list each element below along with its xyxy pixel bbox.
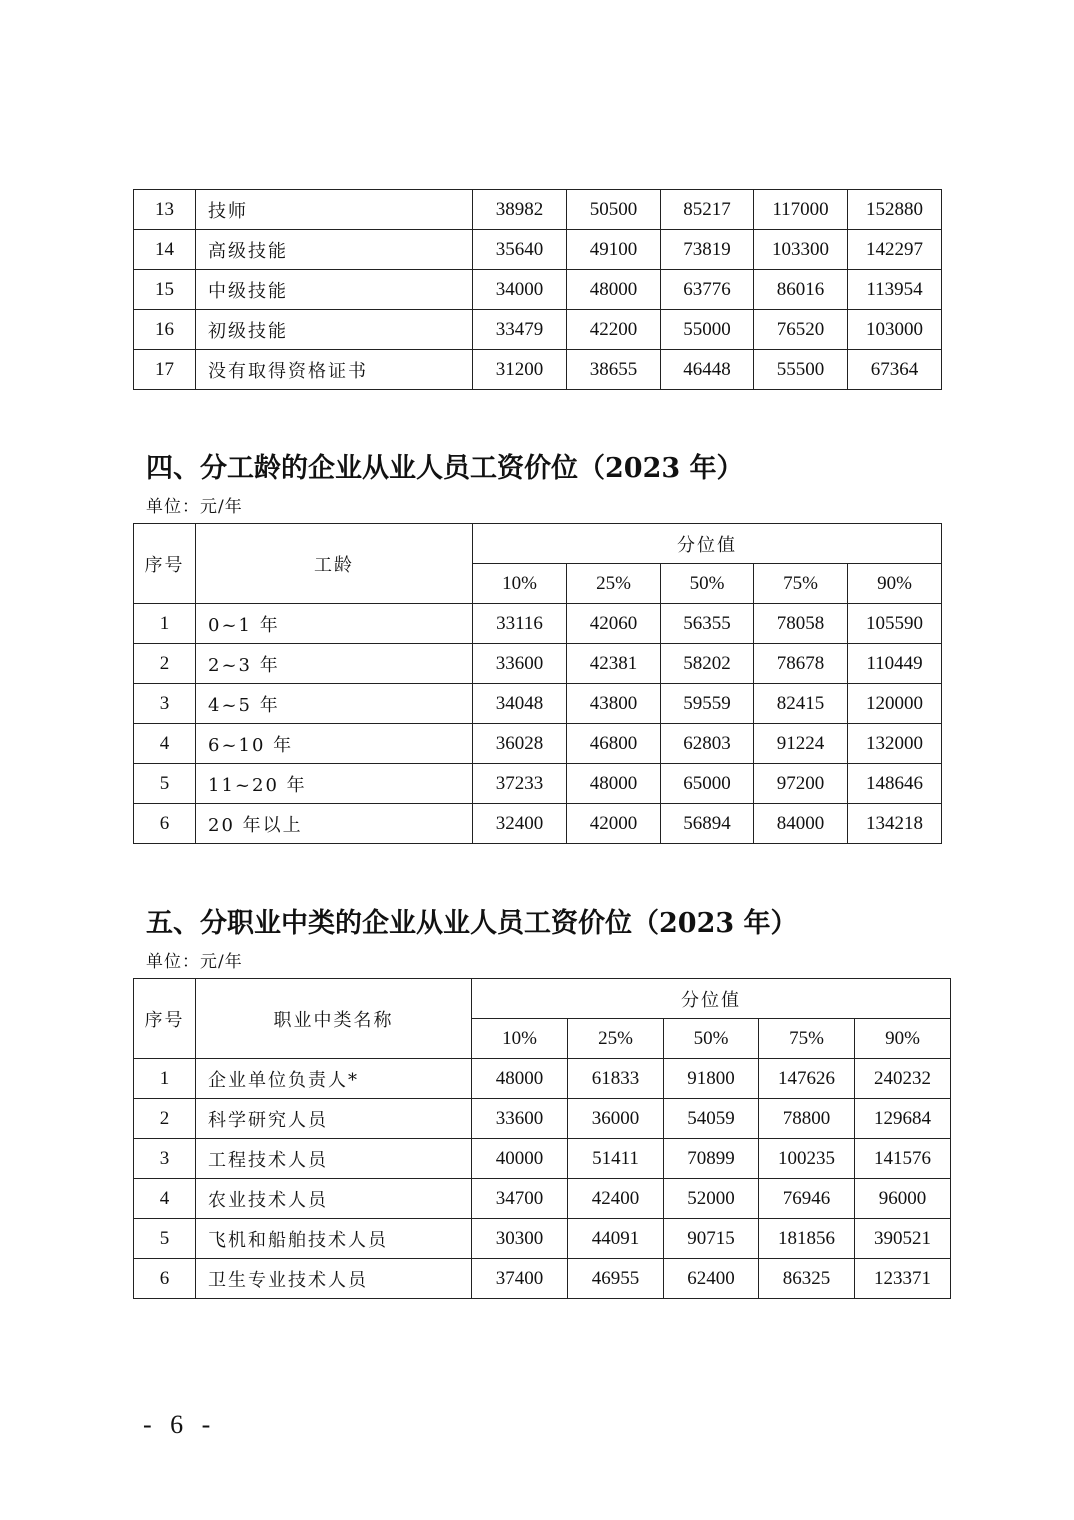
header-group: 分位值 — [472, 979, 951, 1019]
cell-p75: 147626 — [759, 1059, 855, 1099]
cell-p25: 48000 — [567, 270, 661, 310]
cell-p50: 56355 — [661, 604, 754, 644]
cell-p50: 62803 — [661, 724, 754, 764]
cell-name: 科学研究人员 — [196, 1099, 472, 1139]
cell-no: 17 — [134, 350, 196, 390]
table-row — [134, 1219, 951, 1259]
cell-no: 6 — [134, 804, 196, 844]
cell-p25: 44091 — [568, 1219, 664, 1259]
cell-no: 13 — [134, 190, 196, 230]
table-header — [134, 524, 942, 604]
cell-p50: 91800 — [664, 1059, 759, 1099]
table-row — [134, 644, 942, 684]
table-row — [134, 764, 942, 804]
cell-p25: 42200 — [567, 310, 661, 350]
cell-p10: 36028 — [473, 724, 567, 764]
cell-p75: 82415 — [754, 684, 848, 724]
cell-p75: 181856 — [759, 1219, 855, 1259]
cell-p10: 33479 — [473, 310, 567, 350]
wage-table-continued — [133, 189, 942, 390]
cell-name: 工程技术人员 — [196, 1139, 472, 1179]
table-row — [134, 1099, 951, 1139]
cell-p10: 30300 — [472, 1219, 568, 1259]
header-p90: 90% — [848, 564, 942, 604]
cell-p25: 42381 — [567, 644, 661, 684]
cell-name: 没有取得资格证书 — [196, 350, 473, 390]
table-row — [134, 190, 942, 230]
wage-table-by-seniority — [133, 523, 942, 844]
cell-p10: 37233 — [473, 764, 567, 804]
header-no: 序号 — [134, 979, 196, 1059]
table-body — [134, 604, 942, 844]
header-no: 序号 — [134, 524, 196, 604]
wage-table-by-occupation — [133, 978, 951, 1299]
header-p50: 50% — [661, 564, 754, 604]
header-group: 分位值 — [473, 524, 942, 564]
cell-name: 2~3 年 — [196, 644, 473, 684]
cell-p50: 73819 — [661, 230, 754, 270]
cell-p50: 63776 — [661, 270, 754, 310]
cell-p90: 129684 — [855, 1099, 951, 1139]
cell-p10: 48000 — [472, 1059, 568, 1099]
cell-no: 3 — [134, 1139, 196, 1179]
cell-p90: 390521 — [855, 1219, 951, 1259]
cell-name: 中级技能 — [196, 270, 473, 310]
cell-no: 2 — [134, 1099, 196, 1139]
table-header — [134, 979, 951, 1059]
cell-name: 20 年以上 — [196, 804, 473, 844]
table-row — [134, 684, 942, 724]
cell-p10: 34700 — [472, 1179, 568, 1219]
cell-p10: 40000 — [472, 1139, 568, 1179]
cell-no: 1 — [134, 604, 196, 644]
cell-p75: 78678 — [754, 644, 848, 684]
cell-p50: 62400 — [664, 1259, 759, 1299]
section-5-unit: 单位：元/年 — [146, 952, 243, 972]
header-name: 职业中类名称 — [196, 979, 472, 1059]
cell-p50: 85217 — [661, 190, 754, 230]
cell-p75: 97200 — [754, 764, 848, 804]
cell-p10: 32400 — [473, 804, 567, 844]
cell-p50: 54059 — [664, 1099, 759, 1139]
section-4-unit: 单位：元/年 — [146, 497, 243, 517]
cell-name: 初级技能 — [196, 310, 473, 350]
cell-name: 6~10 年 — [196, 724, 473, 764]
table-row — [134, 270, 942, 310]
header-p10: 10% — [472, 1019, 568, 1059]
cell-p50: 58202 — [661, 644, 754, 684]
cell-p75: 84000 — [754, 804, 848, 844]
cell-p10: 38982 — [473, 190, 567, 230]
table-row — [134, 230, 942, 270]
cell-p75: 86325 — [759, 1259, 855, 1299]
cell-p50: 52000 — [664, 1179, 759, 1219]
table-row — [134, 1259, 951, 1299]
cell-p10: 33116 — [473, 604, 567, 644]
cell-p50: 46448 — [661, 350, 754, 390]
header-name: 工龄 — [196, 524, 473, 604]
table-row — [134, 1179, 951, 1219]
cell-p10: 34000 — [473, 270, 567, 310]
cell-no: 5 — [134, 764, 196, 804]
header-p50: 50% — [664, 1019, 759, 1059]
cell-p90: 113954 — [848, 270, 942, 310]
table-row — [134, 350, 942, 390]
cell-p90: 120000 — [848, 684, 942, 724]
cell-no: 16 — [134, 310, 196, 350]
table-row — [134, 804, 942, 844]
cell-no: 4 — [134, 724, 196, 764]
cell-p90: 141576 — [855, 1139, 951, 1179]
cell-p10: 33600 — [473, 644, 567, 684]
cell-p75: 76946 — [759, 1179, 855, 1219]
cell-p75: 78800 — [759, 1099, 855, 1139]
table-row — [134, 310, 942, 350]
header-p75: 75% — [759, 1019, 855, 1059]
cell-p90: 110449 — [848, 644, 942, 684]
section-5-title: 五、分职业中类的企业从业人员工资价位（2023 年） — [146, 908, 798, 939]
cell-p90: 67364 — [848, 350, 942, 390]
cell-name: 卫生专业技术人员 — [196, 1259, 472, 1299]
cell-name: 企业单位负责人* — [196, 1059, 472, 1099]
cell-p50: 90715 — [664, 1219, 759, 1259]
table-body — [134, 1059, 951, 1299]
page-number: - 6 - — [143, 1410, 217, 1439]
cell-p90: 132000 — [848, 724, 942, 764]
cell-no: 3 — [134, 684, 196, 724]
cell-p25: 38655 — [567, 350, 661, 390]
cell-name: 飞机和船舶技术人员 — [196, 1219, 472, 1259]
cell-name: 技师 — [196, 190, 473, 230]
table-body — [134, 190, 942, 390]
cell-p90: 123371 — [855, 1259, 951, 1299]
cell-p50: 59559 — [661, 684, 754, 724]
cell-p10: 34048 — [473, 684, 567, 724]
table-row — [134, 604, 942, 644]
cell-p75: 78058 — [754, 604, 848, 644]
cell-p10: 37400 — [472, 1259, 568, 1299]
cell-no: 5 — [134, 1219, 196, 1259]
cell-p90: 105590 — [848, 604, 942, 644]
cell-p25: 42400 — [568, 1179, 664, 1219]
cell-name: 0~1 年 — [196, 604, 473, 644]
cell-p75: 76520 — [754, 310, 848, 350]
cell-p90: 152880 — [848, 190, 942, 230]
cell-p25: 49100 — [567, 230, 661, 270]
header-p90: 90% — [855, 1019, 951, 1059]
cell-no: 1 — [134, 1059, 196, 1099]
header-p10: 10% — [473, 564, 567, 604]
cell-no: 2 — [134, 644, 196, 684]
cell-p25: 50500 — [567, 190, 661, 230]
cell-p75: 55500 — [754, 350, 848, 390]
cell-p10: 33600 — [472, 1099, 568, 1139]
cell-no: 4 — [134, 1179, 196, 1219]
cell-p90: 134218 — [848, 804, 942, 844]
cell-p50: 70899 — [664, 1139, 759, 1179]
header-p75: 75% — [754, 564, 848, 604]
cell-name: 4~5 年 — [196, 684, 473, 724]
cell-no: 6 — [134, 1259, 196, 1299]
cell-p75: 100235 — [759, 1139, 855, 1179]
cell-p50: 55000 — [661, 310, 754, 350]
cell-p25: 61833 — [568, 1059, 664, 1099]
cell-p25: 46800 — [567, 724, 661, 764]
cell-p25: 43800 — [567, 684, 661, 724]
cell-no: 15 — [134, 270, 196, 310]
table-row — [134, 1059, 951, 1099]
cell-p75: 117000 — [754, 190, 848, 230]
cell-p25: 46955 — [568, 1259, 664, 1299]
cell-p90: 240232 — [855, 1059, 951, 1099]
cell-name: 高级技能 — [196, 230, 473, 270]
cell-no: 14 — [134, 230, 196, 270]
header-p25: 25% — [568, 1019, 664, 1059]
cell-p10: 35640 — [473, 230, 567, 270]
cell-p25: 48000 — [567, 764, 661, 804]
cell-p25: 36000 — [568, 1099, 664, 1139]
table-row — [134, 724, 942, 764]
cell-p90: 103000 — [848, 310, 942, 350]
cell-name: 11~20 年 — [196, 764, 473, 804]
cell-p90: 96000 — [855, 1179, 951, 1219]
cell-p50: 56894 — [661, 804, 754, 844]
cell-p90: 148646 — [848, 764, 942, 804]
table-row — [134, 1139, 951, 1179]
cell-p75: 103300 — [754, 230, 848, 270]
header-p25: 25% — [567, 564, 661, 604]
section-4-title: 四、分工龄的企业从业人员工资价位（2023 年） — [146, 453, 744, 484]
cell-p75: 86016 — [754, 270, 848, 310]
cell-p25: 51411 — [568, 1139, 664, 1179]
cell-p75: 91224 — [754, 724, 848, 764]
cell-p25: 42060 — [567, 604, 661, 644]
cell-name: 农业技术人员 — [196, 1179, 472, 1219]
cell-p90: 142297 — [848, 230, 942, 270]
cell-p25: 42000 — [567, 804, 661, 844]
cell-p50: 65000 — [661, 764, 754, 804]
cell-p10: 31200 — [473, 350, 567, 390]
